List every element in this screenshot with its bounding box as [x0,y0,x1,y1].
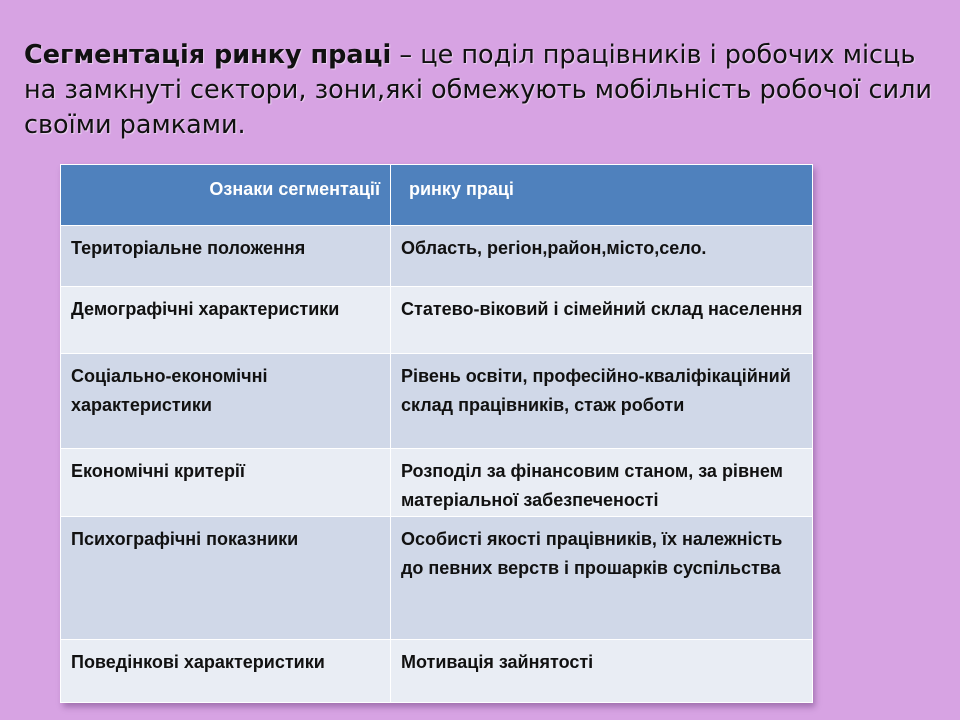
segmentation-table [60,164,813,703]
row-description: Особисті якості працівників, їх належність до певних верств і прошарків суспільства [391,517,813,640]
row-criterion: Демографічні характеристики [61,287,391,354]
row-criterion: Економічні критерії [61,449,391,517]
intro-definition: – це поділ працівників і робочих місць на замкнуті сектори, зони,які обмежують мобільність робочої сили своїми рамками. [24,40,932,140]
table-header-cell: ринку праці [391,165,813,226]
table-row [61,517,813,640]
row-criterion: Поведінкові характеристики [61,640,391,703]
row-criterion: Психографічні показники [61,517,391,640]
row-description: Мотивація зайнятості [391,640,813,703]
intro-term: Сегментація ринку праці [24,40,392,70]
table-row [61,640,813,703]
table-row [61,449,813,517]
table-row [61,226,813,287]
row-criterion: Соціально-економічні характеристики [61,354,391,449]
row-description: Рівень освіти, професійно-кваліфікаційний склад працівників, стаж роботи [391,354,813,449]
row-criterion: Територіальне положення [61,226,391,287]
intro-text [24,38,944,143]
row-description: Область, регіон,район,місто,село. [391,226,813,287]
segmentation-table-wrapper [60,164,812,703]
table-row [61,287,813,354]
table-header-row [61,165,813,226]
row-description: Статево-віковий і сімейний склад населення [391,287,813,354]
table-header-cell: Ознаки сегментації [61,165,391,226]
row-description: Розподіл за фінансовим станом, за рівнем матеріальної забезпеченості [391,449,813,517]
table-row [61,354,813,449]
